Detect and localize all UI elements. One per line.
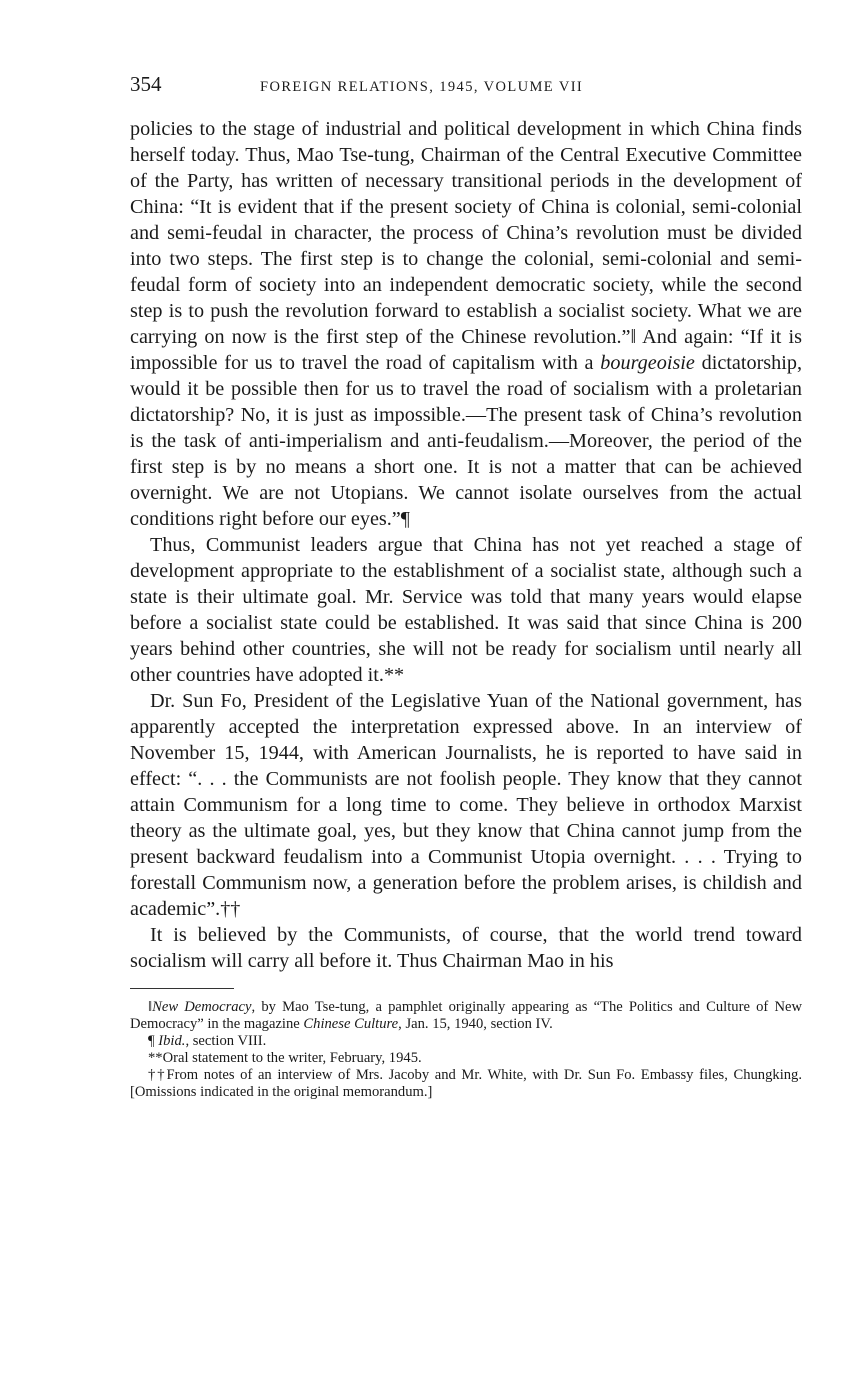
- footnote-mark: ‖: [148, 999, 153, 1015]
- paragraph-continued: [130, 116, 802, 532]
- paragraph: It is believed by the Communists, of course, that the world trend toward socialism will carry all before it. Thus Chairman Mao in his: [130, 924, 802, 972]
- footnotes: [130, 999, 802, 1101]
- footnote-text: , Jan. 15, 1940, section IV.: [398, 1016, 553, 1032]
- footnote-ibid: Ibid.: [158, 1033, 186, 1049]
- page-header: [130, 72, 802, 106]
- footnote-magazine: Chinese Culture: [303, 1016, 399, 1032]
- footnote-title: New Democracy: [152, 999, 252, 1015]
- body-text: [130, 116, 802, 974]
- footnote: [130, 1033, 802, 1050]
- footnote-divider: [130, 988, 234, 989]
- paragraph: Thus, Communist leaders argue that China has not yet reached a stage of development appropriate to the establishment of a socialist state, although such a state is their ultimate goal. Mr. Service was told that many years would elapse before a socialist state could be established. It was said that since China is 200 years behind other countries, she will not be ready for socialism until nearly all other countries have adopted it.**: [130, 534, 802, 686]
- running-head: FOREIGN RELATIONS, 1945, VOLUME VII: [260, 79, 584, 95]
- footnote: [130, 999, 802, 1033]
- italic-term: bourgeoisie: [600, 352, 695, 374]
- footnote-mark: ¶: [148, 1033, 159, 1049]
- page-number: 354: [130, 72, 162, 96]
- paragraph: Dr. Sun Fo, President of the Legislative Yuan of the National government, has apparently accepted the interpretation expressed above. In an interview of November 15, 1944, with American Journalists, he is reported to have said in effect: “. . . the Communists are not foolish people. They know that they cannot attain Communism for a long time to come. They believe in orthodox Marxist theory as the ultimate goal, yes, but they know that China cannot jump from the present backward feudalism into a Communist Utopia overnight. . . . Trying to forestall Communism now, a generation before the problem arises, is childish and academic”.††: [130, 690, 802, 920]
- footnote-text: , by Mao Tse-tung, a pamphlet originally appearing as “The Politics and Culture of New Democracy” in the magazine: [130, 999, 802, 1032]
- document-page: [130, 72, 802, 1101]
- paragraph-text: policies to the stage of industrial and political development in which China finds herself today. Thus, Mao Tse-tung, Chairman of the Central Executive Committee of the Party, has written of necessary transitional periods in the development of China: “It is evident that if the present society of China is colonial, semi-colonial and semi-feudal in character, the process of China’s revolution must be divided into two steps. The first step is to change the colonial, semi-colonial and semi-feudal form of society into an independent democratic society, while the second step is to push the revolution forward to establish a socialist society. What we are carrying on now is the first step of the Chinese revolution.”‖ And again: “If it is impossible for us to travel the road of capitalism with a: [130, 118, 802, 374]
- paragraph-text: dictatorship, would it be possible then for us to travel the road of socialism with a proletarian dictatorship? No, it is just as impossible.—The present task of China’s revolution is the task of anti-imperialism and anti-feudalism.—Moreover, the period of the first step is by no means a short one. It is not a matter that can be achieved overnight. We are not Utopians. We cannot isolate ourselves from the actual conditions right before our eyes.”¶: [130, 352, 803, 530]
- footnote-text: , section VIII.: [185, 1033, 267, 1049]
- footnote: **Oral statement to the writer, February, 1945.: [148, 1050, 422, 1066]
- footnote: ††From notes of an interview of Mrs. Jacoby and Mr. White, with Dr. Sun Fo. Embassy files, Chungking. [Omissions indicated in the original memorandum.]: [130, 1067, 802, 1100]
